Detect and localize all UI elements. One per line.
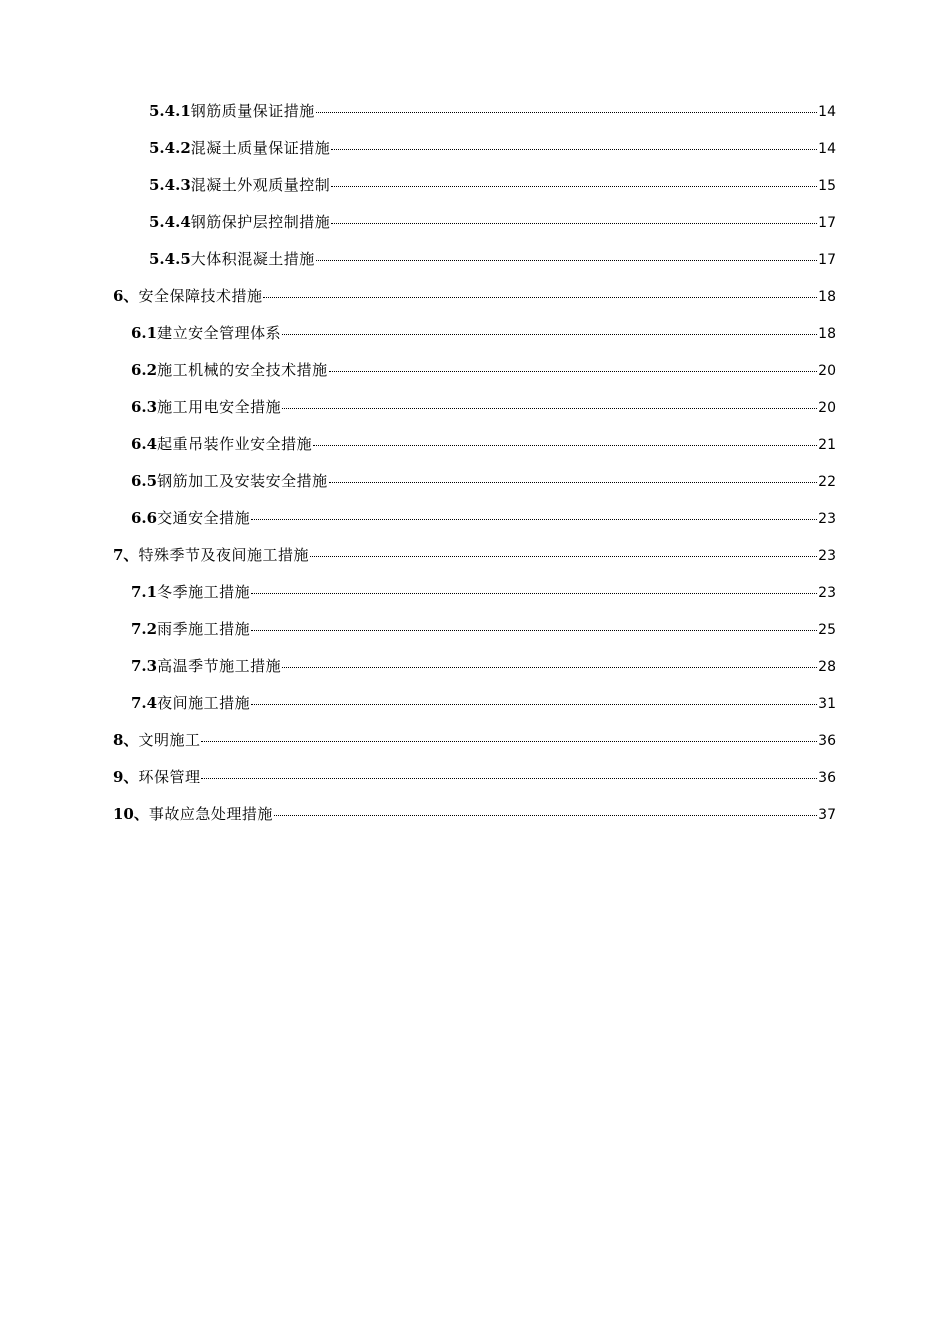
toc-entry[interactable] <box>0 352 950 389</box>
toc-entry[interactable] <box>0 241 950 278</box>
toc-entry-title: 混凝土质量保证措施 <box>190 139 331 157</box>
toc-entry-title: 雨季施工措施 <box>157 620 251 638</box>
toc-entry-page: 23 <box>818 585 836 601</box>
toc-entry-page: 20 <box>818 400 836 416</box>
dot-leader <box>331 222 817 224</box>
toc-entry-page: 14 <box>818 104 836 120</box>
dot-leader <box>263 296 817 298</box>
toc-entry-number: 8、 <box>113 731 139 749</box>
toc-entry[interactable] <box>0 389 950 426</box>
toc-entry[interactable] <box>0 130 950 167</box>
toc-entry-number: 5.4.2 <box>149 139 191 157</box>
toc-entry-title: 起重吊装作业安全措施 <box>157 435 313 453</box>
toc-entry[interactable] <box>0 93 950 130</box>
dot-leader <box>282 333 817 335</box>
toc-entry-title: 施工用电安全措施 <box>157 398 282 416</box>
toc-entry-number: 7.2 <box>131 620 158 638</box>
toc-entry[interactable] <box>0 463 950 500</box>
toc-entry-page: 22 <box>818 474 836 490</box>
toc-entry-title: 钢筋质量保证措施 <box>190 102 315 120</box>
toc-entry-page: 17 <box>818 215 836 231</box>
toc-entry-number: 6.6 <box>131 509 158 527</box>
toc-entry-title: 环保管理 <box>138 768 201 786</box>
dot-leader <box>316 259 817 261</box>
toc-entry-number: 5.4.3 <box>149 176 191 194</box>
toc-entry-page: 14 <box>818 141 836 157</box>
table-of-contents <box>0 93 950 833</box>
dot-leader <box>282 666 817 668</box>
toc-entry[interactable] <box>0 648 950 685</box>
toc-entry-title: 事故应急处理措施 <box>148 805 273 823</box>
toc-entry[interactable] <box>0 500 950 537</box>
dot-leader <box>331 148 817 150</box>
toc-entry-title: 钢筋加工及安装安全措施 <box>157 472 328 490</box>
toc-entry[interactable] <box>0 759 950 796</box>
dot-leader <box>251 629 817 631</box>
toc-entry-page: 28 <box>818 659 836 675</box>
toc-entry-title: 钢筋保护层控制措施 <box>190 213 331 231</box>
toc-entry[interactable] <box>0 278 950 315</box>
toc-entry-page: 36 <box>818 733 836 749</box>
toc-entry-title: 建立安全管理体系 <box>157 324 282 342</box>
toc-entry-number: 5.4.1 <box>149 102 191 120</box>
toc-entry-title: 高温季节施工措施 <box>157 657 282 675</box>
toc-entry-title: 安全保障技术措施 <box>138 287 263 305</box>
toc-entry[interactable] <box>0 722 950 759</box>
toc-entry-title: 施工机械的安全技术措施 <box>157 361 328 379</box>
toc-entry-page: 36 <box>818 770 836 786</box>
toc-entry-number: 7.1 <box>131 583 158 601</box>
toc-entry-page: 17 <box>818 252 836 268</box>
dot-leader <box>316 111 817 113</box>
toc-entry[interactable] <box>0 204 950 241</box>
toc-entry-page: 18 <box>818 289 836 305</box>
toc-entry-title: 混凝土外观质量控制 <box>190 176 331 194</box>
toc-entry[interactable] <box>0 537 950 574</box>
toc-entry-title: 文明施工 <box>138 731 201 749</box>
toc-entry-page: 31 <box>818 696 836 712</box>
toc-entry-number: 6.4 <box>131 435 158 453</box>
toc-entry[interactable] <box>0 315 950 352</box>
toc-entry[interactable] <box>0 611 950 648</box>
toc-entry-page: 21 <box>818 437 836 453</box>
toc-entry-number: 6.5 <box>131 472 158 490</box>
toc-entry[interactable] <box>0 167 950 204</box>
dot-leader <box>201 777 817 779</box>
toc-entry-number: 6.1 <box>131 324 158 342</box>
toc-entry[interactable] <box>0 574 950 611</box>
toc-entry-page: 25 <box>818 622 836 638</box>
toc-entry-title: 冬季施工措施 <box>157 583 251 601</box>
dot-leader <box>329 481 818 483</box>
toc-entry-number: 6、 <box>113 287 139 305</box>
toc-entry-title: 特殊季节及夜间施工措施 <box>138 546 309 564</box>
dot-leader <box>313 444 817 446</box>
dot-leader <box>329 370 818 372</box>
dot-leader <box>274 814 817 816</box>
toc-entry[interactable] <box>0 685 950 722</box>
toc-entry-page: 37 <box>818 807 836 823</box>
toc-entry[interactable] <box>0 796 950 833</box>
dot-leader <box>310 555 817 557</box>
dot-leader <box>201 740 817 742</box>
toc-entry-page: 18 <box>818 326 836 342</box>
toc-entry-page: 23 <box>818 511 836 527</box>
toc-entry-title: 大体积混凝土措施 <box>190 250 315 268</box>
toc-entry[interactable] <box>0 426 950 463</box>
toc-entry-number: 7、 <box>113 546 139 564</box>
dot-leader <box>251 592 817 594</box>
toc-entry-number: 5.4.5 <box>149 250 191 268</box>
toc-entry-page: 20 <box>818 363 836 379</box>
toc-entry-number: 10、 <box>113 805 149 823</box>
toc-entry-number: 9、 <box>113 768 139 786</box>
toc-entry-number: 5.4.4 <box>149 213 191 231</box>
toc-entry-number: 6.3 <box>131 398 158 416</box>
dot-leader <box>251 518 817 520</box>
dot-leader <box>282 407 817 409</box>
toc-entry-title: 交通安全措施 <box>157 509 251 527</box>
toc-entry-page: 23 <box>818 548 836 564</box>
toc-entry-title: 夜间施工措施 <box>157 694 251 712</box>
toc-entry-page: 15 <box>818 178 836 194</box>
toc-entry-number: 6.2 <box>131 361 158 379</box>
dot-leader <box>251 703 817 705</box>
toc-entry-number: 7.3 <box>131 657 158 675</box>
dot-leader <box>331 185 817 187</box>
toc-entry-number: 7.4 <box>131 694 158 712</box>
